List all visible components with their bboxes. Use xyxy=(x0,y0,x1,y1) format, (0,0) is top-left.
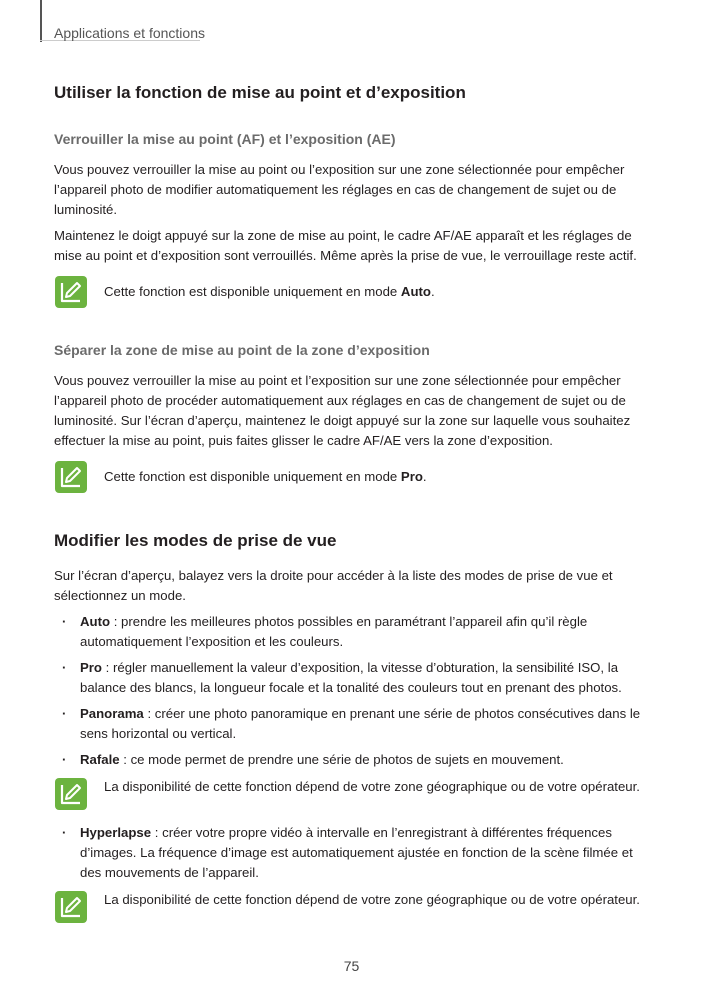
mode-name: Auto xyxy=(400,284,431,299)
section-title-focus-exposure: Utiliser la fonction de mise au point et d’exposition xyxy=(54,83,466,102)
header-side-rule xyxy=(40,0,42,42)
page-content xyxy=(54,80,648,924)
note-pencil-icon xyxy=(54,275,88,309)
list-item: · Rafale : ce mode permet de prendre une série de photos de sujets en mouvement. xyxy=(54,750,648,770)
paragraph: Maintenez le doigt appuyé sur la zone de mise au point, le cadre AF/AE apparaît et les réglages de mise au point et d’exposition sont verrouillés. Même après la prise de vue, le verrouillage reste actif. xyxy=(54,228,637,263)
note-text: La disponibilité de cette fonction dépend de votre zone géographique ou de votre opérateur. xyxy=(104,779,640,794)
subheading-separate-zones: Séparer la zone de mise au point de la zone d’exposition xyxy=(54,342,430,358)
list-item: · Auto : prendre les meilleures photos possibles en paramétrant l’appareil afin qu’il règle automatiquement l’exposition et les couleurs. xyxy=(54,612,648,652)
note-pencil-icon xyxy=(54,460,88,494)
paragraph: Sur l’écran d’aperçu, balayez vers la droite pour accéder à la liste des modes de prise de vue et sélectionnez un mode. xyxy=(54,568,613,603)
modes-list-continued xyxy=(54,823,648,883)
list-item: · Panorama : créer une photo panoramique en prenant une série de photos consécutives dans le sens horizontal ou vertical. xyxy=(54,704,648,744)
paragraph: Vous pouvez verrouiller la mise au point ou l’exposition sur une zone sélectionnée pour empêcher l’appareil photo de modifier automatiquement les réglages en cas de changement de sujet ou de luminosité. xyxy=(54,162,625,217)
page-number: 75 xyxy=(343,958,360,974)
section-title-shooting-modes: Modifier les modes de prise de vue xyxy=(54,531,337,550)
note-region-availability xyxy=(54,776,648,811)
mode-name: Pro xyxy=(400,469,423,484)
subheading-af-ae-lock: Verrouiller la mise au point (AF) et l’exposition (AE) xyxy=(54,131,396,147)
list-item: · Pro : régler manuellement la valeur d’exposition, la vitesse d’obturation, la sensibilité ISO, la balance des blancs, la longueur focale et la tonalité des couleurs tout en prenant des photos. xyxy=(54,658,648,698)
note-region-availability xyxy=(54,889,648,924)
note-text: La disponibilité de cette fonction dépend de votre zone géographique ou de votre opérateur. xyxy=(104,892,640,907)
note-pro-mode xyxy=(54,459,648,494)
note-pencil-icon xyxy=(54,777,88,811)
note-text: Cette fonction est disponible uniquement en mode Auto. xyxy=(104,284,435,299)
note-text: Cette fonction est disponible uniquement en mode Pro. xyxy=(104,469,427,484)
note-pencil-icon xyxy=(54,890,88,924)
note-auto-mode xyxy=(54,274,648,309)
paragraph: Vous pouvez verrouiller la mise au point et l’exposition sur une zone sélectionnée pour empêcher l’appareil photo de procéder automatiquement aux réglages en cas de changement de sujet ou de luminosité. Sur l’écran d’aperçu, maintenez le doigt appuyé sur la zone sur laquelle vous souhaitez effectuer la mise au point, puis faites glisser le cadre AF/AE vers la zone d’exposition. xyxy=(54,373,631,448)
list-item: · Hyperlapse : créer votre propre vidéo à intervalle en l’enregistrant à différentes fréquences d’images. La fréquence d’image est automatiquement ajustée en fonction de la scène filmée et des mouvements de l’appareil. xyxy=(54,823,648,883)
modes-list xyxy=(54,612,648,770)
running-header: Applications et fonctions xyxy=(54,25,205,41)
